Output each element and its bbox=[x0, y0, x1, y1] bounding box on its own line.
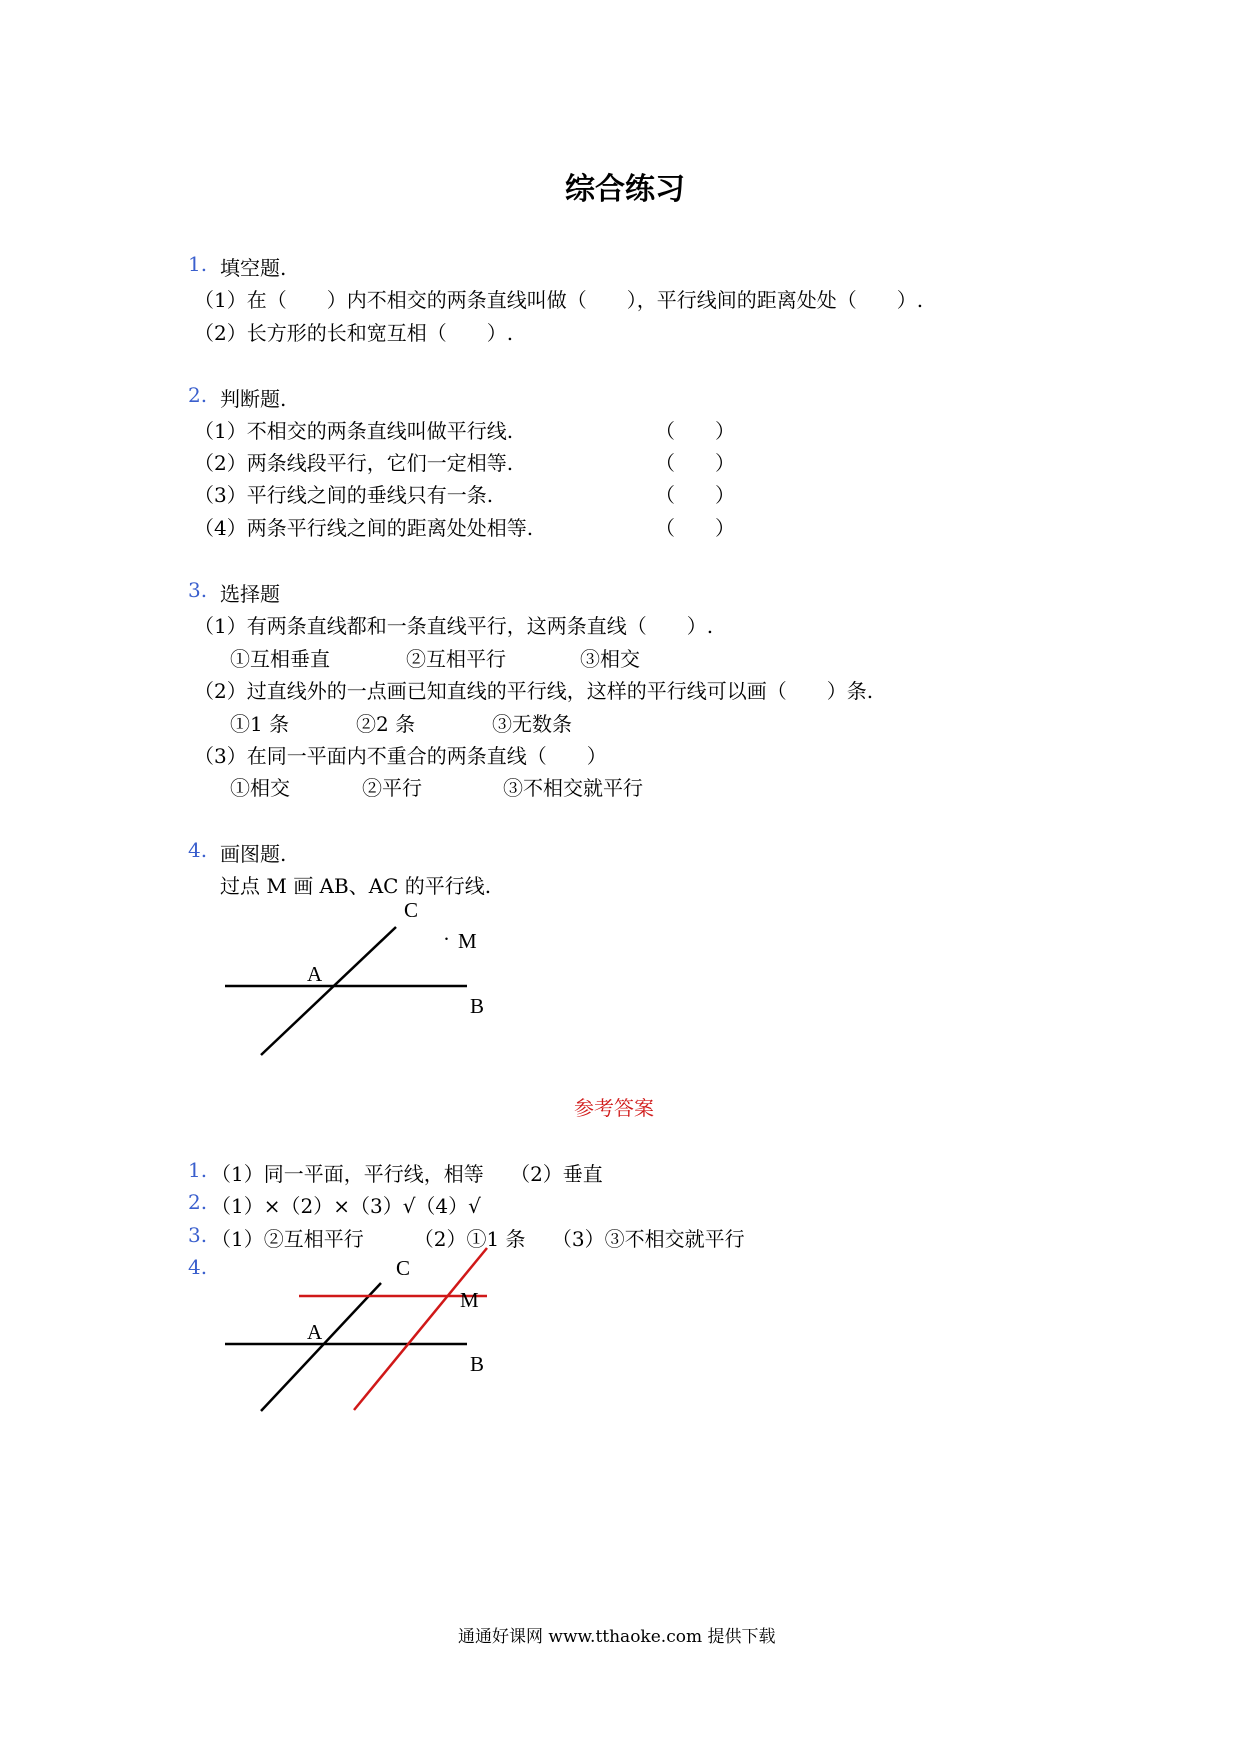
label-b: B bbox=[470, 1352, 485, 1376]
choice-option: ②平行 bbox=[362, 776, 422, 800]
question-instruction: 过点 M 画 AB、AC 的平行线. bbox=[220, 874, 492, 898]
judge-blank-1: （ ） bbox=[655, 419, 735, 443]
question-heading: 画图题. bbox=[220, 842, 287, 866]
footer: 通通好课网 www.tthaoke.com 提供下载 bbox=[458, 1627, 776, 1647]
choice-option: ③无数条 bbox=[492, 712, 572, 736]
answer-number: 4. bbox=[188, 1255, 208, 1279]
question-heading: 判断题. bbox=[220, 387, 287, 411]
label-b: B bbox=[470, 994, 485, 1018]
choice-stem-1: （1）有两条直线都和一条直线平行，这两条直线（ ）. bbox=[194, 614, 714, 638]
judge-item-4: （4）两条平行线之间的距离处处相等. bbox=[194, 516, 534, 540]
choice-stem-3: （3）在同一平面内不重合的两条直线（ ） bbox=[194, 744, 607, 768]
answer-number: 1. bbox=[188, 1158, 208, 1182]
label-m: M bbox=[460, 1288, 479, 1312]
judge-blank-3: （ ） bbox=[655, 483, 735, 507]
point-m-dot: · bbox=[443, 927, 450, 951]
fill-blank-item-2: （2）长方形的长和宽互相（ ）. bbox=[194, 321, 514, 345]
judge-item-2: （2）两条线段平行，它们一定相等. bbox=[194, 451, 514, 475]
label-a: A bbox=[307, 962, 323, 986]
choice-option: ③相交 bbox=[580, 647, 640, 671]
choice-option: ③不相交就平行 bbox=[503, 776, 643, 800]
answer-row-1: （1）同一平面，平行线，相等 （2）垂直 bbox=[211, 1162, 603, 1186]
label-c: C bbox=[404, 898, 419, 922]
choice-option: ①1 条 bbox=[230, 712, 290, 736]
question-number: 2. bbox=[188, 383, 208, 407]
choice-option: ②互相平行 bbox=[406, 647, 506, 671]
question-number: 4. bbox=[188, 838, 208, 862]
question-heading: 选择题 bbox=[220, 582, 280, 606]
judge-blank-4: （ ） bbox=[655, 516, 735, 540]
answer-row-2: （1）×（2）×（3）√（4）√ bbox=[211, 1194, 481, 1218]
choice-stem-2: （2）过直线外的一点画已知直线的平行线，这样的平行线可以画（ ）条. bbox=[194, 679, 874, 703]
question-number: 3. bbox=[188, 578, 208, 602]
fill-blank-item-1: （1）在（ ）内不相交的两条直线叫做（ ），平行线间的距离处处（ ）. bbox=[194, 288, 924, 312]
answer-row-3: （1）②互相平行 （2）①1 条 （3）③不相交就平行 bbox=[211, 1227, 745, 1251]
label-a: A bbox=[307, 1320, 323, 1344]
question-number: 1. bbox=[188, 252, 208, 276]
judge-item-1: （1）不相交的两条直线叫做平行线. bbox=[194, 419, 514, 443]
parallel-to-ac bbox=[354, 1248, 487, 1410]
label-m: M bbox=[458, 929, 477, 953]
line-ac bbox=[261, 1283, 381, 1411]
label-c: C bbox=[396, 1256, 411, 1280]
page-title: 综合练习 bbox=[565, 172, 685, 207]
answer-number: 3. bbox=[188, 1223, 208, 1247]
judge-blank-2: （ ） bbox=[655, 451, 735, 475]
judge-item-3: （3）平行线之间的垂线只有一条. bbox=[194, 483, 494, 507]
choice-option: ①互相垂直 bbox=[230, 647, 330, 671]
answer-number: 2. bbox=[188, 1190, 208, 1214]
answers-heading: 参考答案 bbox=[574, 1096, 654, 1120]
choice-option: ①相交 bbox=[230, 776, 290, 800]
choice-option: ②2 条 bbox=[356, 712, 416, 736]
question-heading: 填空题. bbox=[220, 256, 287, 280]
